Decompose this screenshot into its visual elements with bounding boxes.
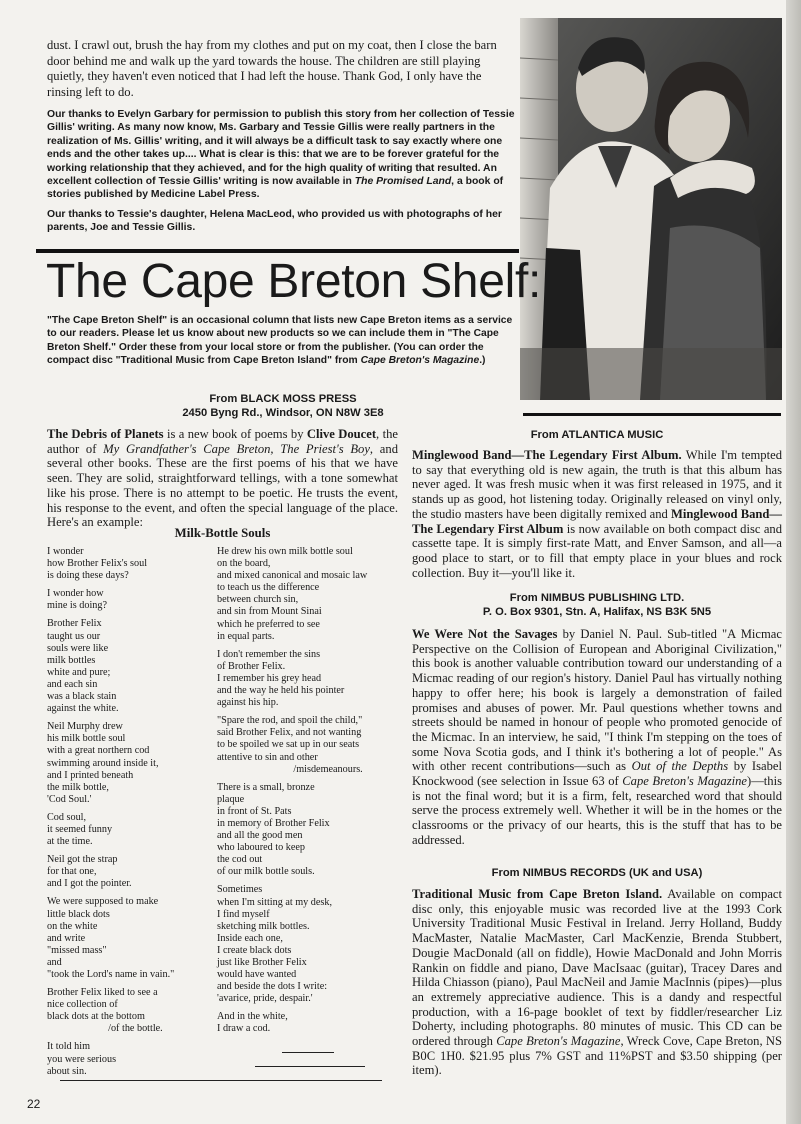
poem-stanza: "Spare the rod, and spoil the child," said Brother Felix, and not wanting to be spoiled we sat up in our seats attentive to sin and other /misdemeanours. — [217, 715, 363, 775]
thanks-garbary: Our thanks to Evelyn Garbary for permission to publish this story from her collection of Tessie Gillis' writing. As many now know, Ms. Garbary and Tessie Gillis were really partners in the realization of Ms. Gillis' writing, and it will always be a difficult task to say exactly where one ends and the other takes up.... What is clear is this: that we are to be forever grateful for the working relationship that they achieved, and for the high quality of writing that resulted. An excellent collection of Tessie Gillis' writing is now available in The Promised Land, a book of stories published by Medicine Label Press. — [47, 109, 515, 201]
review-we-were-not-the-savages: We Were Not the Savages by Daniel N. Paul. Sub-titled "A Micmac Perspective on the Collision of European and Aboriginal Civilization," this book is another valuable contribution toward our understanding of a Micmac reading of our region's history. Daniel Paul has virtually nothing happy to offer here; his book is largely a demonstration of failed promises and abuses of power. Mr. Paul questions whether towns and streets should be named in honour of people who promoted genocide of the Micmac. In an interview, he said, "I think I'm stepping on the toes of some Nova Scotia gods, and I think it's bothering a lot of people." As with other recent contributions—such as Out of the Depths by Isabel Knockwood (see selection in Issue 63 of Cape Breton's Magazine)—this is not the final word; but it is a firm, felt, researched word that should serve the process extremely well. Whether it will be in the homes or the classrooms or the privacy of our hearts, this is the stuff that has to be addressed. — [412, 627, 782, 847]
publisher-black-moss — [47, 392, 519, 420]
poem-stanza: He drew his own milk bottle soul on the board, and mixed canonical and mosaic law to teach us the difference between church sin, and sin from Mount Sinai which he preferred to see in equal parts. — [217, 546, 368, 642]
heading-rule — [36, 249, 519, 253]
poem-stanza: Brother Felix liked to see a nice collection of black dots at the bottom /of the bottle. — [47, 987, 163, 1035]
magazine-name: Cape Breton's Magazine — [622, 774, 748, 789]
column-title: The Cape Breton Shelf: — [46, 255, 542, 308]
poem-stanza: It told him you were serious about sin. — [47, 1041, 117, 1077]
poem-stanza: Brother Felix taught us our souls were like milk bottles white and pure; and each sin was a black stain against the white. — [47, 618, 119, 715]
publisher-name: From NIMBUS PUBLISHING LTD. — [509, 592, 685, 604]
poem-stanza: I wonder how Brother Felix's soul is doing these days? — [47, 546, 148, 582]
poem-stanza: Neil Murphy drew his milk bottle soul with a great northern cod swimming around inside it, and I printed beneath the milk bottle, 'Cod Soul.' — [47, 721, 159, 805]
poem-stanza: Sometimes when I'm sitting at my desk, I find myself sketching milk bottles. Inside each one, I create black dots just like Brother Felix would have wanted and beside the dots I write: 'avarice, pride, despair.' — [217, 884, 333, 1005]
book-title: We Were Not the Savages — [412, 627, 558, 641]
photo-joe-and-tessie-gillis — [520, 18, 782, 400]
magazine-name: Cape Breton's Magazine — [496, 1034, 621, 1049]
poem-end-rule — [255, 1066, 365, 1067]
publisher-nimbus-publishing — [412, 591, 782, 619]
book-title: The Debris of Planets — [47, 427, 164, 441]
poem-stanza: Neil got the strap for that one, and I got the pointer. — [47, 854, 132, 890]
page-gutter — [786, 0, 801, 1124]
poem-column-left — [47, 546, 212, 1084]
poem-stanza: Cod soul, it seemed funny at the time. — [47, 811, 113, 848]
referenced-book: Out of the Depths — [631, 759, 729, 774]
column-end-rule — [60, 1080, 382, 1081]
magazine-name: Cape Breton's Magazine — [360, 355, 480, 367]
poem-column-right — [217, 546, 397, 1042]
poem-stanza: There is a small, bronze plaque in front of St. Pats in memory of Brother Felix and all the good men who laboured to keep the cod out of our milk bottle souls. — [217, 781, 330, 878]
poem-stanza: We were supposed to make little black dots on the white and write "missed mass" and "took the Lord's name in vain." — [47, 896, 175, 980]
page-number: 22 — [27, 1097, 41, 1111]
publisher-nimbus-records: From NIMBUS RECORDS (UK and USA) — [491, 867, 703, 879]
promised-land-title: The Promised Land — [354, 176, 452, 188]
right-column-rule — [523, 413, 781, 416]
publisher-name: From BLACK MOSS PRESS — [209, 393, 357, 405]
review-debris-of-planets: The Debris of Planets is a new book of poems by Clive Doucet, the author of My Grandfather's Cape Breton, The Priest's Boy, and several other books. These are the first poems of his that we have seen. They are solid, straightforward tellings, with a tone somewhat like his prose. There is no attempt to be poetic. He trusts the event, his response to the event, and often the special language of the place. Here's an example: — [47, 427, 398, 530]
publisher-address: 2450 Byng Rd., Windsor, ON N8W 3E8 — [182, 407, 384, 419]
prior-works: My Grandfather's Cape Breton, The Priest's Boy — [103, 441, 370, 456]
publisher-atlantica: From ATLANTICA MUSIC — [530, 429, 664, 441]
album-title: Minglewood Band—The Legendary First Album. — [412, 448, 682, 462]
author-name: Clive Doucet — [306, 427, 377, 441]
publisher-address: P. O. Box 9301, Stn. A, Halifax, NS B3K 5N5 — [482, 606, 712, 618]
poem-stanza: I wonder how mine is doing? — [47, 588, 107, 612]
poem-stanza: And in the white, I draw a cod. — [217, 1011, 288, 1035]
poem-end-rule — [282, 1052, 334, 1053]
review-minglewood-band: Minglewood Band—The Legendary First Album. While I'm tempted to say that everything old is new again, the truth is that this album has never aged. It was fresh music when it was first released in 1975, and it stands up as good, hot listening today. Originally released on vinyl only, the studio masters have been digitally remixed and Minglewood Band—The Legendary First Album is now available on both compact disc and cassette tape. It is simply first-rate Matt, and Enver Samson, and all—a good place to start, or to fill that empty place in your blues and rock collection. Buy it—you'll like it. — [412, 448, 783, 580]
thanks-macleod: Our thanks to Tessie's daughter, Helena MacLeod, who provided us with photographs of her parents, Joe and Tessie Gillis. — [47, 209, 502, 234]
cd-title: Traditional Music from Cape Breton Island. — [412, 887, 663, 901]
poem-stanza: I don't remember the sins of Brother Felix. I remember his grey head and the way he held his pointer against his hip. — [217, 648, 345, 709]
poem-title: Milk-Bottle Souls — [174, 526, 271, 540]
review-traditional-music-cd: Traditional Music from Cape Breton Island. Available on compact disc only, this enjoyable music was recorded live at the 1993 Cork University Traditional Music Festival in Ireland. Jerry Holland, Buddy MacMaster, Natalie MacMaster, Carl MacKenzie, Brenda Stubbert, Dougie MacDonald (all on fiddle), Howie MacDonald and John Morris Rankin on fiddle and piano, Dave MacIsaac (guitar), Tracey Dares and Hilda Chiasson (piano), Paul MacNeil and Jamie MacInnis (pipes)—plus an extremely appreciative audience. This is a dandy and respectful production, with a 16-page booklet of text by fiddler/researcher Liz Doherty, including photographs. 80 minutes of music. This CD can be ordered through Cape Breton's Magazine, Wreck Cove, Cape Breton, NS B0C 1H0. $21.95 plus 7% GST and 11%PST and $3.50 shipping (per item). — [412, 887, 782, 1078]
story-ending-text: dust. I crawl out, brush the hay from my clothes and put on my coat, then I close the barn door behind me and walk up the yard towards the house. The children are still playing quietly, they haven't even noticed that I had left the house. Thank God, I only have the rinsing left to do. — [47, 38, 497, 99]
column-intro: "The Cape Breton Shelf" is an occasional column that lists new Cape Breton items as a service to our readers. Please let us know about new products so we can include them in "The Cape Breton Shelf." Order these from your local store or from the publisher. (You can order the compact disc "Traditional Music from Cape Breton Island" from Cape Breton's Magazine.) — [47, 315, 513, 367]
album-title: Minglewood Band—The Legendary First Album — [412, 506, 782, 536]
